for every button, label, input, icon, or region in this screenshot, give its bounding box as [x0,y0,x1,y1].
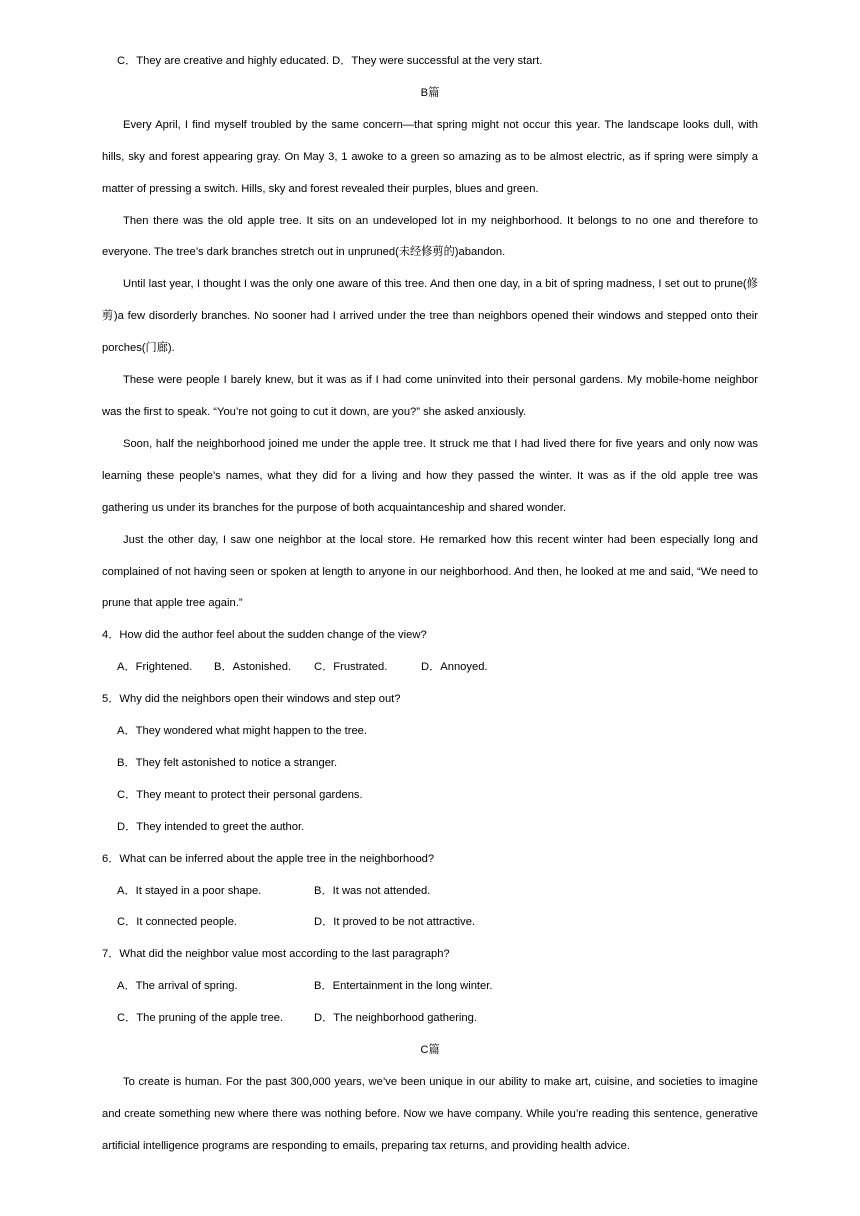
question-4-option-c: C．Frustrated. [314,661,388,674]
question-4-option-d: D．Annoyed. [421,661,488,674]
question-5-option-a: A．They wondered what might happen to the tree. [117,725,368,738]
section-b-heading: B篇 [420,86,440,99]
question-5-option-d: D．They intended to greet the author. [117,820,305,833]
document-page [102,46,758,1163]
question-7-options-row-1 [102,971,758,1003]
section-b-paragraph-2: Then there was the old apple tree. It sits on an undeveloped lot in my neighborhood. It belongs to no one and therefore to everyone. The tree’s dark branches stretch out in unpruned(未经修剪的)abandon. [102,214,758,259]
section-c-paragraph-1: To create is human. For the past 300,000 years, we’ve been unique in our ability to make art, cuisine, and societies to imagine and create something new where there was nothing before. Now we have company. While you’re reading this sentence, generative artificial intelligence programs are responding to emails, preparing tax returns, and providing health advice. [102,1076,758,1152]
question-6-option-d: D．It proved to be not attractive. [314,916,476,929]
section-b-paragraph-4: These were people I barely knew, but it was as if I had come uninvited into their personal gardens. My mobile-home neighbor was the first to speak. “You’re not going to cut it down, are you?” she asked anxiously. [102,374,758,418]
question-6-option-c: C．It connected people. [117,916,238,929]
section-b-paragraph-6: Just the other day, I saw one neighbor at the local store. He remarked how this recent winter had been especially long and complained of not having seen or spoken at length to anyone in our neighborhood. And then, he looked at me and said, “We need to prune that apple tree again.” [102,533,758,610]
question-7-stem: 7．What did the neighbor value most according to the last paragraph? [102,948,450,961]
question-5-option-c: C．They meant to protect their personal gardens. [117,788,363,801]
question-7-option-c: C．The pruning of the apple tree. [117,1012,284,1025]
question-6-option-b: B．It was not attended. [314,884,431,897]
question-6-stem: 6．What can be inferred about the apple tree in the neighborhood? [102,852,435,865]
section-b-paragraph-5: Soon, half the neighborhood joined me under the apple tree. It struck me that I had lived there for five years and only now was learning these people’s names, what they did for a living and how they passed the winter. It was as if the old apple tree was gathering us under its branches for the purpose of both acquaintanceship and shared wonder. [102,437,758,514]
question-4-options [102,652,758,684]
question-5-option-b: B．They felt astonished to notice a stranger. [117,756,338,769]
question-6-option-a: A．It stayed in a poor shape. [117,884,262,897]
section-b-paragraph-3: Until last year, I thought I was the only one aware of this tree. And then one day, in a bit of spring madness, I set out to prune(修剪)a few disorderly branches. No sooner had I arrived under the tree than neighbors opened their windows and stepped onto their porches(门廊). [102,278,758,355]
question-5-stem: 5．Why did the neighbors open their windows and step out? [102,693,401,706]
question-7-option-a: A．The arrival of spring. [117,980,238,993]
question-7-option-d: D．The neighborhood gathering. [314,1012,477,1025]
question-4-option-a: A．Frightened. [117,661,193,674]
question-7-option-b: B．Entertainment in the long winter. [314,980,493,993]
question-6-options-row-2 [102,907,758,939]
question-4-stem: 4．How did the author feel about the sudden change of the view? [102,629,427,642]
section-c-heading: C篇 [420,1044,440,1057]
question-6-options-row-1 [102,876,758,908]
question-4-option-b: B．Astonished. [214,661,292,674]
previous-question-options: C．They are creative and highly educated. D．They were successful at the very start. [117,55,543,67]
question-7-options-row-2 [102,1003,758,1035]
section-b-paragraph-1: Every April, I find myself troubled by the same concern—that spring might not occur this year. The landscape looks dull, with hills, sky and forest appearing gray. On May 3, 1 awoke to a green so amazing as to be almost electric, as if spring were simply a matter of pressing a switch. Hills, sky and forest revealed their purples, blues and green. [102,118,758,195]
